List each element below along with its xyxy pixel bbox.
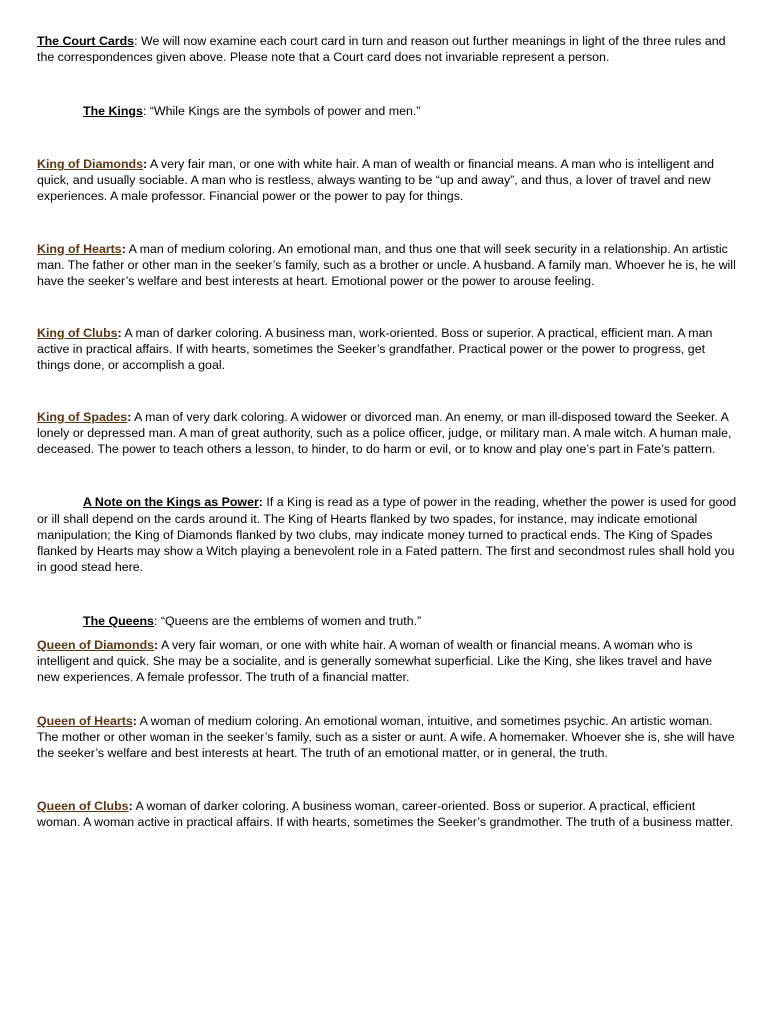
queen-of-diamonds-text: A very fair woman, or one with white hair. A woman of wealth or financial means. A woman who is intelligent and quick. She may be a socialite, and is generally somewhat superficial. Like the King, she likes travel and have new experiences. A female professor. The truth of a financial matter. — [37, 637, 712, 685]
queens-section-paragraph — [37, 613, 737, 629]
king-of-clubs-text: A man of darker coloring. A business man, work-oriented. Boss or superior. A practical, efficient man. A man active in practical affairs. If with hearts, sometimes the Seeker’s grandfather. Practical power or the power to progress, get things done, or accomplish a goal. — [37, 325, 713, 373]
queens-quote: “Queens are the emblems of women and truth.” — [157, 613, 422, 628]
kings-section-paragraph — [37, 103, 737, 119]
king-of-diamonds-paragraph — [37, 156, 737, 204]
heading-separator: : — [153, 613, 158, 628]
king-of-spades-paragraph — [37, 409, 737, 457]
queen-of-clubs-paragraph — [37, 798, 737, 830]
heading-king-of-hearts: King of Hearts — [37, 241, 122, 256]
kings-note-text: If a King is read as a type of power in the reading, whether the power is used for good or ill shall depend on the cards around it. The King of Hearts flanked by two spades, for instance, may indicate emotional manipulation; the King of Diamonds flanked by two clubs, may indicate money turned to practical ends. The King of Spades flanked by Hearts may show a Witch playing a benevolent role in a Fated pattern. The first and secondmost rules shall hold you in good stead here. — [37, 495, 737, 574]
heading-separator: : — [134, 34, 138, 48]
king-of-clubs-paragraph — [37, 325, 737, 373]
section-heading-kings: The Kings — [83, 104, 143, 119]
kings-quote: “While Kings are the symbols of power and men.” — [146, 104, 421, 119]
queen-of-hearts-text: A woman of medium coloring. An emotional woman, intuitive, and sometimes psychic. An artistic woman. The mother or other woman in the seeker’s family, such as a sister or aunt. A wife. A homemaker. Whoever she is, she will have the seeker’s welfare and best interests at heart. The truth of an emotional matter, or in general, the truth. — [37, 714, 735, 761]
queen-of-diamonds-paragraph — [37, 637, 737, 685]
heading-kings-note: A Note on the Kings as Power — [83, 495, 259, 510]
heading-separator: : — [154, 637, 159, 652]
section-heading-queens: The Queens — [83, 613, 154, 628]
queen-of-hearts-paragraph — [37, 713, 737, 761]
heading-queen-of-clubs: Queen of Clubs — [37, 798, 129, 813]
king-of-hearts-paragraph — [37, 241, 737, 289]
king-of-hearts-text: A man of medium coloring. An emotional man, and thus one that will seek security in a relationship. An artistic man. The father or other man in the seeker’s family, such as a brother or uncle. A husband. A family man. Whoever he is, he will have the seeker’s welfare and best interests at heart. Emotional power or the power to arouse feeling. — [37, 241, 736, 288]
kings-note-paragraph — [37, 494, 737, 574]
heading-separator: : — [128, 798, 133, 813]
king-of-spades-text: A man of very dark coloring. A widower or divorced man. An enemy, or man ill-disposed toward the Seeker. A lonely or depressed man. A man of great authority, such as a police officer, judge, or military man. A male witch. A human male, deceased. The power to teach others a lesson, to hinder, to do harm or evil, or to know and play one’s part in Fate’s pattern. — [37, 410, 732, 457]
queen-of-clubs-text: A woman of darker coloring. A business woman, career-oriented. Boss or superior. A practical, efficient woman. A woman active in practical affairs. If with hearts, sometimes the Seeker’s grandmother. The truth of a business matter. — [37, 798, 734, 829]
heading-separator: : — [132, 714, 137, 729]
heading-queen-of-hearts: Queen of Hearts — [37, 714, 133, 729]
section-heading-court-cards: The Court Cards — [37, 34, 135, 48]
heading-separator: : — [143, 157, 148, 172]
heading-king-of-spades: King of Spades — [37, 410, 128, 425]
heading-separator: : — [258, 495, 263, 510]
heading-separator: : — [121, 241, 126, 256]
heading-separator: : — [117, 325, 122, 340]
intro-paragraph — [37, 33, 737, 65]
heading-king-of-diamonds: King of Diamonds — [37, 157, 144, 172]
heading-separator: : — [127, 410, 132, 425]
heading-queen-of-diamonds: Queen of Diamonds — [37, 637, 155, 652]
heading-king-of-clubs: King of Clubs — [37, 325, 118, 340]
document-page — [37, 33, 737, 830]
heading-separator: : — [142, 104, 147, 119]
intro-text: We will now examine each court card in turn and reason out further meanings in light of the three rules and the correspondences given above. Please note that a Court card does not invariable represent a person. — [37, 34, 726, 65]
king-of-diamonds-text: A very fair man, or one with white hair. A man of wealth or financial means. A man who is intelligent and quick, and usually sociable. A man who is restless, always wanting to be “up and away”, and thus, a lover of travel and new experiences. A male professor. Financial power or the power to pay for things. — [37, 157, 714, 204]
